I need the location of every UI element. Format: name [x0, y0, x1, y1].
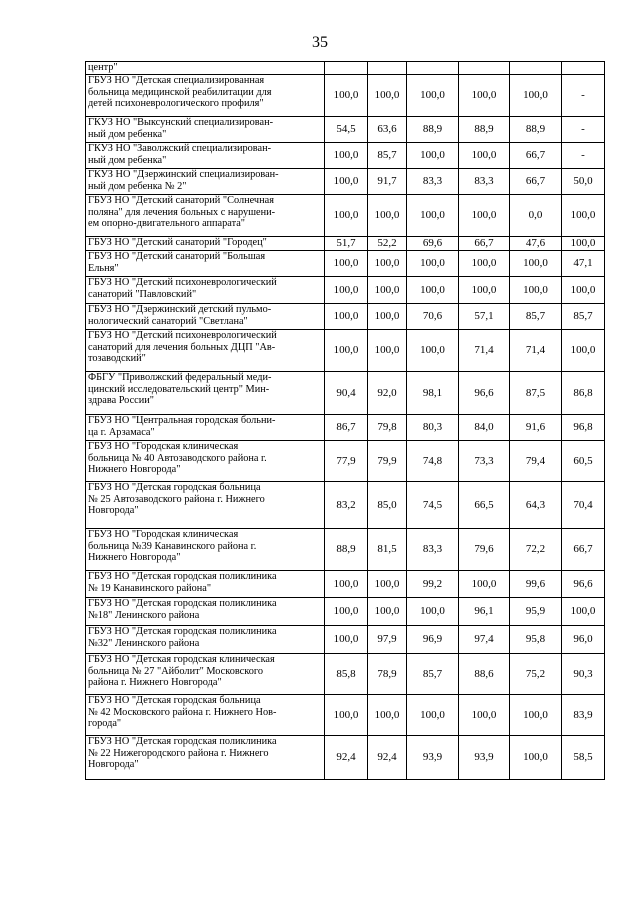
value-cell: 87,5: [510, 371, 562, 414]
value-cell: 100,0: [325, 74, 368, 116]
value-cell: 100,0: [510, 74, 562, 116]
value-cell: 100,0: [325, 276, 368, 303]
table-row: [86, 276, 605, 303]
institution-name-cell: ГБУЗ НО "Детская специализированная больница медицинской реабилитации для детей психоневрологического профиля": [86, 74, 325, 116]
value-cell: 96,9: [407, 625, 459, 653]
value-cell: 93,9: [407, 735, 459, 779]
value-cell: 81,5: [368, 528, 407, 570]
value-cell: 85,7: [407, 653, 459, 694]
value-cell: [407, 62, 459, 75]
value-cell: 58,5: [562, 735, 605, 779]
value-cell: 47,6: [510, 236, 562, 250]
value-cell: 100,0: [368, 329, 407, 371]
value-cell: 0,0: [510, 194, 562, 236]
value-cell: 60,5: [562, 440, 605, 481]
value-cell: 100,0: [407, 597, 459, 625]
value-cell: 100,0: [368, 74, 407, 116]
value-cell: 96,0: [562, 625, 605, 653]
table-row: [86, 414, 605, 440]
institution-name-cell: ФБГУ "Приволжский федеральный меди- цинский исследовательский центр" Мин- здрава России": [86, 371, 325, 414]
institution-name-cell: ГБУЗ НО "Центральная городская больни- ца г. Арзамаса": [86, 414, 325, 440]
institution-name-cell: ГБУЗ НО "Детская городская клиническая больница № 27 "Айболит" Московского района г. Нижнего Новгорода": [86, 653, 325, 694]
value-cell: 100,0: [562, 329, 605, 371]
value-cell: 75,2: [510, 653, 562, 694]
value-cell: 66,5: [459, 481, 510, 528]
value-cell: 80,3: [407, 414, 459, 440]
value-cell: 100,0: [407, 250, 459, 276]
value-cell: 50,0: [562, 168, 605, 194]
table-row: [86, 440, 605, 481]
value-cell: 96,6: [459, 371, 510, 414]
value-cell: 100,0: [325, 625, 368, 653]
value-cell: 79,6: [459, 528, 510, 570]
value-cell: 70,4: [562, 481, 605, 528]
institution-name-cell: ГБУЗ НО "Дзержинский детский пульмо- нологический санаторий "Светлана": [86, 303, 325, 329]
value-cell: 100,0: [407, 276, 459, 303]
table-row: [86, 168, 605, 194]
value-cell: 90,3: [562, 653, 605, 694]
value-cell: 90,4: [325, 371, 368, 414]
value-cell: 100,0: [459, 694, 510, 735]
value-cell: 100,0: [407, 694, 459, 735]
value-cell: 54,5: [325, 116, 368, 142]
value-cell: 100,0: [368, 597, 407, 625]
value-cell: 66,7: [510, 168, 562, 194]
value-cell: 100,0: [510, 694, 562, 735]
value-cell: 92,0: [368, 371, 407, 414]
value-cell: 72,2: [510, 528, 562, 570]
table-row: [86, 597, 605, 625]
value-cell: 77,9: [325, 440, 368, 481]
value-cell: 85,7: [510, 303, 562, 329]
data-table: [85, 61, 605, 780]
value-cell: 96,1: [459, 597, 510, 625]
value-cell: 88,9: [407, 116, 459, 142]
table-row: [86, 142, 605, 168]
value-cell: 100,0: [368, 570, 407, 597]
value-cell: 79,8: [368, 414, 407, 440]
value-cell: 66,7: [459, 236, 510, 250]
value-cell: 100,0: [510, 735, 562, 779]
value-cell: 73,3: [459, 440, 510, 481]
value-cell: [510, 62, 562, 75]
table-row: [86, 62, 605, 75]
table-row: [86, 303, 605, 329]
value-cell: 100,0: [368, 694, 407, 735]
value-cell: 79,9: [368, 440, 407, 481]
table-row: [86, 570, 605, 597]
table-row: [86, 194, 605, 236]
institution-name-cell: ГКУЗ НО "Заволжский специализирован- ный дом ребенка": [86, 142, 325, 168]
institution-name-cell: центр": [86, 62, 325, 75]
value-cell: 52,2: [368, 236, 407, 250]
value-cell: 71,4: [510, 329, 562, 371]
value-cell: 74,5: [407, 481, 459, 528]
value-cell: 86,8: [562, 371, 605, 414]
value-cell: [562, 62, 605, 75]
value-cell: 100,0: [459, 74, 510, 116]
value-cell: 100,0: [368, 303, 407, 329]
value-cell: 83,9: [562, 694, 605, 735]
value-cell: 86,7: [325, 414, 368, 440]
value-cell: -: [562, 142, 605, 168]
value-cell: 100,0: [325, 329, 368, 371]
value-cell: 92,4: [368, 735, 407, 779]
value-cell: 100,0: [325, 694, 368, 735]
value-cell: 100,0: [459, 142, 510, 168]
institution-name-cell: ГБУЗ НО "Детский санаторий "Большая Ельня": [86, 250, 325, 276]
value-cell: 100,0: [325, 194, 368, 236]
value-cell: 79,4: [510, 440, 562, 481]
value-cell: 100,0: [325, 142, 368, 168]
table-row: [86, 74, 605, 116]
institution-name-cell: ГБУЗ НО "Детская городская больница № 42 Московского района г. Нижнего Нов- города": [86, 694, 325, 735]
table-row: [86, 625, 605, 653]
table-row: [86, 371, 605, 414]
value-cell: 51,7: [325, 236, 368, 250]
value-cell: 95,8: [510, 625, 562, 653]
value-cell: 95,9: [510, 597, 562, 625]
value-cell: 64,3: [510, 481, 562, 528]
institution-name-cell: ГБУЗ НО "Детская городская поликлиника №18" Ленинского района: [86, 597, 325, 625]
value-cell: 88,9: [510, 116, 562, 142]
value-cell: 83,3: [407, 528, 459, 570]
value-cell: 83,3: [459, 168, 510, 194]
value-cell: 100,0: [368, 250, 407, 276]
institution-name-cell: ГБУЗ НО "Городская клиническая больница № 40 Автозаводского района г. Нижнего Новгорода": [86, 440, 325, 481]
value-cell: 88,6: [459, 653, 510, 694]
value-cell: 66,7: [510, 142, 562, 168]
value-cell: 100,0: [459, 570, 510, 597]
institution-name-cell: ГБУЗ НО "Детская городская больница № 25 Автозаводского района г. Нижнего Новгорода": [86, 481, 325, 528]
table-row: [86, 528, 605, 570]
table-row: [86, 694, 605, 735]
value-cell: 98,1: [407, 371, 459, 414]
institution-name-cell: ГБУЗ НО "Детский психоневрологический санаторий для лечения больных ДЦП "Ав- тозаводский": [86, 329, 325, 371]
table-row: [86, 735, 605, 779]
value-cell: [459, 62, 510, 75]
table-row: [86, 481, 605, 528]
value-cell: 96,8: [562, 414, 605, 440]
value-cell: 100,0: [459, 276, 510, 303]
institution-name-cell: ГКУЗ НО "Выксунский специализирован- ный дом ребенка": [86, 116, 325, 142]
value-cell: 100,0: [325, 570, 368, 597]
value-cell: 88,9: [325, 528, 368, 570]
value-cell: 100,0: [562, 597, 605, 625]
value-cell: 99,2: [407, 570, 459, 597]
value-cell: 88,9: [459, 116, 510, 142]
value-cell: 85,8: [325, 653, 368, 694]
value-cell: 83,2: [325, 481, 368, 528]
value-cell: 100,0: [368, 276, 407, 303]
value-cell: 100,0: [562, 236, 605, 250]
value-cell: 66,7: [562, 528, 605, 570]
value-cell: 100,0: [407, 74, 459, 116]
value-cell: 100,0: [368, 194, 407, 236]
page-number: 35: [312, 34, 328, 51]
table-row: [86, 250, 605, 276]
value-cell: 74,8: [407, 440, 459, 481]
table-row: [86, 116, 605, 142]
institution-name-cell: ГКУЗ НО "Дзержинский специализирован- ный дом ребенка № 2": [86, 168, 325, 194]
value-cell: 85,0: [368, 481, 407, 528]
value-cell: 85,7: [562, 303, 605, 329]
value-cell: 63,6: [368, 116, 407, 142]
value-cell: 100,0: [459, 194, 510, 236]
value-cell: 99,6: [510, 570, 562, 597]
value-cell: 100,0: [407, 142, 459, 168]
value-cell: 91,6: [510, 414, 562, 440]
value-cell: [325, 62, 368, 75]
value-cell: 100,0: [325, 168, 368, 194]
value-cell: 92,4: [325, 735, 368, 779]
value-cell: 100,0: [562, 276, 605, 303]
value-cell: 70,6: [407, 303, 459, 329]
value-cell: 100,0: [407, 329, 459, 371]
value-cell: 100,0: [510, 250, 562, 276]
value-cell: -: [562, 116, 605, 142]
value-cell: 96,6: [562, 570, 605, 597]
value-cell: 100,0: [325, 303, 368, 329]
value-cell: 93,9: [459, 735, 510, 779]
value-cell: 69,6: [407, 236, 459, 250]
value-cell: 83,3: [407, 168, 459, 194]
value-cell: 97,9: [368, 625, 407, 653]
value-cell: 57,1: [459, 303, 510, 329]
institution-name-cell: ГБУЗ НО "Детская городская поликлиника № 22 Нижегородского района г. Нижнего Новгорода": [86, 735, 325, 779]
institution-name-cell: ГБУЗ НО "Детский санаторий "Городец": [86, 236, 325, 250]
value-cell: 100,0: [407, 194, 459, 236]
value-cell: 47,1: [562, 250, 605, 276]
institution-name-cell: ГБУЗ НО "Городская клиническая больница №39 Канавинского района г. Нижнего Новгорода": [86, 528, 325, 570]
table-row: [86, 329, 605, 371]
institution-name-cell: ГБУЗ НО "Детский психоневрологический санаторий "Павловский": [86, 276, 325, 303]
value-cell: 100,0: [325, 250, 368, 276]
value-cell: 100,0: [562, 194, 605, 236]
value-cell: 84,0: [459, 414, 510, 440]
table-row: [86, 236, 605, 250]
value-cell: 71,4: [459, 329, 510, 371]
value-cell: -: [562, 74, 605, 116]
institution-name-cell: ГБУЗ НО "Детская городская поликлиника № 19 Канавинского района": [86, 570, 325, 597]
table-row: [86, 653, 605, 694]
value-cell: 100,0: [325, 597, 368, 625]
value-cell: 100,0: [459, 250, 510, 276]
value-cell: 100,0: [510, 276, 562, 303]
value-cell: 85,7: [368, 142, 407, 168]
institution-name-cell: ГБУЗ НО "Детская городская поликлиника №32" Ленинского района: [86, 625, 325, 653]
value-cell: 78,9: [368, 653, 407, 694]
value-cell: 91,7: [368, 168, 407, 194]
value-cell: 97,4: [459, 625, 510, 653]
value-cell: [368, 62, 407, 75]
institution-name-cell: ГБУЗ НО "Детский санаторий "Солнечная поляна" для лечения больных с нарушени- ем опорно-двигательного аппарата": [86, 194, 325, 236]
